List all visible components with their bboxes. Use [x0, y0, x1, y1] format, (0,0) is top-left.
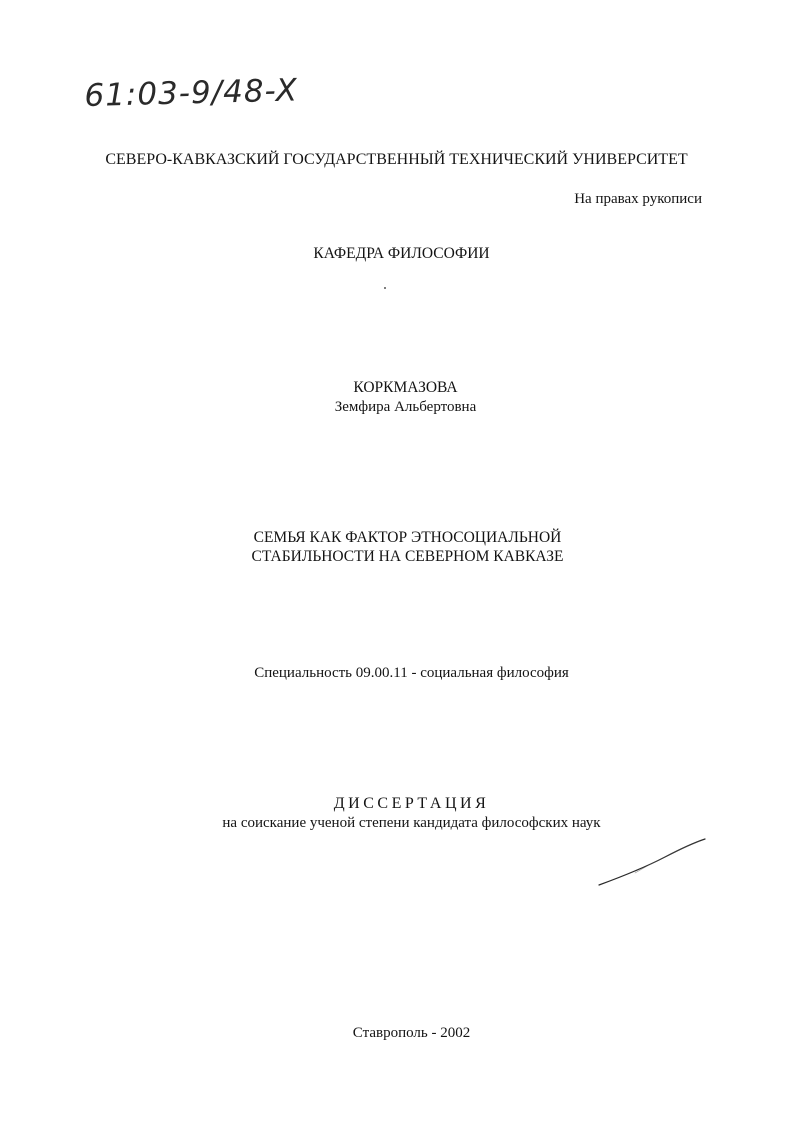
university-name: СЕВЕРО-КАВКАЗСКИЙ ГОСУДАРСТВЕННЫЙ ТЕХНИЧЕСКИЙ УНИВЕРСИТЕТ — [105, 151, 688, 168]
signature-stroke — [595, 835, 710, 890]
manuscript-note: На правах рукописи — [574, 191, 702, 207]
scan-speck — [384, 287, 386, 289]
department-name: КАФЕДРА ФИЛОСОФИИ — [313, 245, 490, 262]
dissertation-title-line-1: СЕМЬЯ КАК ФАКТОР ЭТНОСОЦИАЛЬНОЙ — [253, 529, 562, 546]
degree-line: на соискание ученой степени кандидата философских наук — [222, 815, 601, 831]
specialty-line: Специальность 09.00.11 - социальная философия — [254, 665, 569, 681]
document-type: ДИССЕРТАЦИЯ — [333, 795, 490, 812]
place-and-year: Ставрополь - 2002 — [352, 1025, 471, 1041]
archive-code-handwritten: 61:03-9/48-X — [84, 72, 299, 114]
dissertation-title-line-2: СТАБИЛЬНОСТИ НА СЕВЕРНОМ КАВКАЗЕ — [251, 548, 564, 565]
author-full-name: Земфира Альбертовна — [334, 399, 477, 415]
author-surname: КОРКМАЗОВА — [353, 379, 458, 396]
